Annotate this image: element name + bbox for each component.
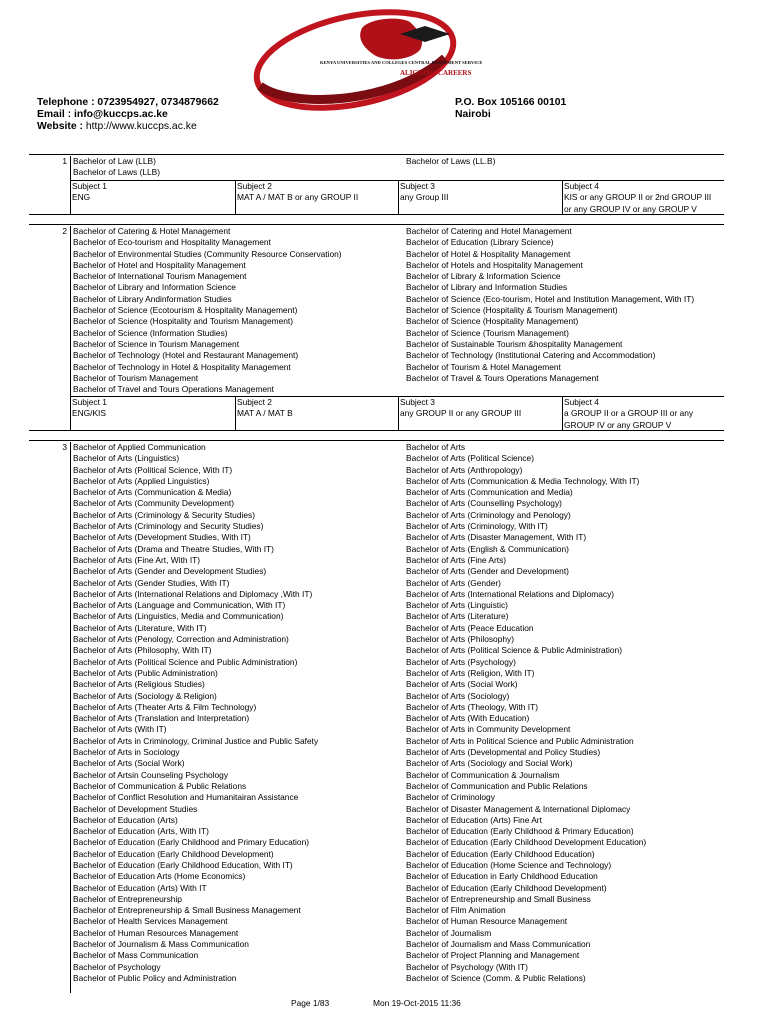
programme-name: Bachelor of Arts in Community Development (406, 724, 571, 735)
programme-name: Bachelor of Health Services Management (73, 916, 228, 927)
programme-name: Bachelor of Education (Library Science) (406, 237, 554, 248)
programme-name: Bachelor of Laws (LLB) (73, 167, 161, 178)
kuccps-logo (250, 8, 483, 108)
programme-name: Bachelor of Education (Early Childhood and Primary Education) (73, 837, 310, 848)
group-content (70, 226, 724, 430)
subject-requirement: a GROUP II or a GROUP III or any (564, 408, 694, 419)
programme-name: Bachelor of Journalism & Mass Communication (73, 939, 249, 950)
subject-label: Subject 3 (400, 397, 435, 407)
programme-name: Bachelor of Arts (Religious Studies) (73, 679, 205, 690)
programme-name: Bachelor of Communication and Public Relations (406, 780, 588, 791)
subject-cell (235, 181, 398, 215)
page-number: Page 1/83 (291, 998, 330, 1008)
programme-name: Bachelor of Arts (Social Work) (406, 679, 518, 690)
programme-name: Bachelor of Education (Arts) With IT (73, 882, 207, 893)
programmes-right-column (406, 226, 694, 384)
programme-name: Bachelor of Science (Eco-tourism, Hotel and Institution Management, With IT) (406, 293, 695, 304)
programme-name: Bachelor of Library Andinformation Studies (73, 293, 232, 304)
programme-name: Bachelor of Arts (Philosophy) (406, 634, 514, 645)
subject-requirement: KIS or any GROUP II or 2nd GROUP III (564, 192, 712, 203)
website-label: Website : (37, 121, 83, 132)
email-text: Email : info@kuccps.ac.ke (37, 109, 168, 120)
programme-name: Bachelor of Travel & Tours Operations Management (406, 372, 599, 383)
programme-name: Bachelor of Education (Early Childhood Development Education) (406, 837, 647, 848)
programme-name: Bachelor of Science (Ecotourism & Hospitality Management) (73, 305, 298, 316)
programme-name: Bachelor of Hotels and Hospitality Management (406, 259, 583, 270)
programme-group-2 (29, 224, 724, 431)
programme-name: Bachelor of Arts in Political Science and Public Administration (406, 735, 634, 746)
programme-name: Bachelor of Arts (Psychology) (406, 656, 516, 667)
programme-name: Bachelor of Arts (Linguistics) (73, 453, 180, 464)
programme-name: Bachelor of Arts (Philosophy, With IT) (73, 645, 212, 656)
group-number: 3 (62, 442, 67, 452)
programme-name: Bachelor of Arts (Translation and Interpretation) (73, 713, 250, 724)
programme-name: Bachelor of Arts (Political Science & Public Administration) (406, 645, 622, 656)
programme-name: Bachelor of Arts (Gender and Development Studies) (73, 566, 267, 577)
programme-name: Bachelor of Science (Hospitality and Tourism Management) (73, 316, 294, 327)
logo-org-name: KENYA UNIVERSITIES AND COLLEGES CENTRAL PLACEMENT SERVICE (320, 60, 483, 65)
subject-cell (562, 397, 724, 431)
programme-name: Bachelor of Education in Early Childhood Education (406, 871, 598, 882)
programme-name: Bachelor of Journalism (406, 927, 492, 938)
subject-requirement: any Group III (400, 192, 449, 203)
programme-name: Bachelor of Education Arts (Home Economics) (73, 871, 246, 882)
subject-requirement: MAT A / MAT B (237, 408, 293, 419)
programme-name: Bachelor of Science (Comm. & Public Relations) (406, 972, 586, 983)
programme-name: Bachelor of Library and Information Studies (406, 282, 568, 293)
subject-label: Subject 2 (237, 397, 272, 407)
programme-name: Bachelor of Science (Information Studies) (73, 327, 228, 338)
programmes-left-column (73, 156, 160, 179)
po-box-text: P.O. Box 105166 00101 (455, 97, 567, 108)
programme-name: Bachelor of Arts (Gender) (406, 577, 501, 588)
programme-name: Bachelor of Technology (Institutional Catering and Accommodation) (406, 350, 656, 361)
programme-name: Bachelor of Mass Communication (73, 950, 199, 961)
programme-name: Bachelor of Library and Information Science (73, 282, 236, 293)
programme-name: Bachelor of Environmental Studies (Community Resource Conservation) (73, 248, 342, 259)
website-link[interactable]: http://www.kuccps.ac.ke (85, 121, 197, 132)
subject-requirement: any GROUP II or any GROUP III (400, 408, 522, 419)
programme-name: Bachelor of Tourism & Hotel Management (406, 361, 561, 372)
programme-name: Bachelor of Education (Early Childhood Education, With IT) (73, 859, 293, 870)
programme-name: Bachelor of Science (Hospitality & Tourism Management) (406, 305, 618, 316)
programme-name: Bachelor of Applied Communication (73, 442, 206, 452)
programme-name: Bachelor of Conflict Resolution and Humanitairan Assistance (73, 792, 299, 803)
programme-name: Bachelor of Education (Arts) Fine Art (406, 814, 542, 825)
group-content (70, 442, 724, 993)
programme-name: Bachelor of Arts (With IT) (73, 724, 167, 735)
programme-name: Bachelor of Artsin Counseling Psychology (73, 769, 229, 780)
programme-name: Bachelor of Travel and Tours Operations Management (73, 384, 274, 395)
subject-cell (71, 397, 235, 431)
programme-name: Bachelor of Arts (Social Work) (73, 758, 185, 769)
programme-name: Bachelor of Psychology (With IT) (406, 961, 528, 972)
kenya-map-icon (360, 19, 422, 60)
programme-name: Bachelor of Hotel & Hospitality Management (406, 248, 571, 259)
programme-name: Bachelor of Arts (Theater Arts & Film Technology) (73, 701, 257, 712)
programme-name: Bachelor of Arts (406, 442, 466, 452)
programme-name: Bachelor of Entrepreneurship and Small Business (406, 893, 591, 904)
city-text: Nairobi (455, 109, 491, 120)
subject-label: Subject 4 (564, 181, 599, 191)
programme-name: Bachelor of Arts (Criminology and Penology) (406, 509, 571, 520)
logo-tagline: ALIGNING CAREERS (400, 69, 472, 77)
programme-name: Bachelor of Laws (LL.B) (406, 156, 496, 166)
programme-name: Bachelor of Arts (Political Science) (406, 453, 535, 464)
programme-name: Bachelor of Arts (Communication and Media) (406, 487, 573, 498)
programme-name: Bachelor of Arts (Gender and Development) (406, 566, 569, 577)
programme-name: Bachelor of Arts (Anthropology) (406, 464, 523, 475)
programme-name: Bachelor of Arts (Political Science, With IT) (73, 464, 233, 475)
programme-name: Bachelor of Arts (Literature) (406, 611, 509, 622)
programme-name: Bachelor of Arts (Fine Art, With IT) (73, 554, 201, 565)
subject-label: Subject 4 (564, 397, 599, 407)
programme-name: Bachelor of Arts (International Relations and Diplomacy) (406, 588, 615, 599)
programme-name: Bachelor of Communication & Public Relations (73, 780, 247, 791)
programmes-right-column (406, 442, 646, 984)
programme-name: Bachelor of Disaster Management & International Diplomacy (406, 803, 631, 814)
subject-label: Subject 3 (400, 181, 435, 191)
programme-name: Bachelor of Education (Arts) (73, 814, 178, 825)
programme-group-1 (29, 154, 724, 215)
programme-name: Bachelor of Education (Early Childhood Education) (406, 848, 595, 859)
programme-name: Bachelor of Hotel and Hospitality Management (73, 259, 246, 270)
programme-name: Bachelor of Education (Early Childhood Development) (73, 848, 274, 859)
programme-name: Bachelor of Project Planning and Management (406, 950, 580, 961)
programme-name: Bachelor of Science (Hospitality Management) (406, 316, 579, 327)
subject-label: Subject 1 (72, 181, 107, 191)
programme-name: Bachelor of Human Resource Management (406, 916, 568, 927)
programme-name: Bachelor of Entrepreneurship (73, 893, 182, 904)
programme-name: Bachelor of Arts (Applied Linguistics) (73, 475, 210, 486)
programme-name: Bachelor of Arts (Language and Communication, With IT) (73, 600, 286, 611)
print-date: Mon 19-Oct-2015 11:36 (373, 998, 461, 1008)
programme-name: Bachelor of Arts (Fine Arts) (406, 554, 507, 565)
telephone-text: Telephone : 0723954927, 0734879662 (37, 97, 219, 108)
programme-name: Bachelor of Arts (Sociology and Social Work) (406, 758, 573, 769)
programme-name: Bachelor of Arts (Gender Studies, With IT) (73, 577, 230, 588)
programme-name: Bachelor of International Tourism Management (73, 271, 247, 282)
programme-name: Bachelor of Education (Early Childhood & Primary Education) (406, 826, 634, 837)
group-number: 2 (62, 226, 67, 236)
subject-label: Subject 1 (72, 397, 107, 407)
programme-name: Bachelor of Science (Tourism Management) (406, 327, 569, 338)
programme-name: Bachelor of Technology (Hotel and Restaurant Management) (73, 350, 299, 361)
programme-name: Bachelor of Arts (Literature, With IT) (73, 622, 207, 633)
programme-name: Bachelor of Arts (Communication & Media Technology, With IT) (406, 475, 640, 486)
programme-name: Bachelor of Communication & Journalism (406, 769, 560, 780)
programme-name: Bachelor of Arts (Penology, Correction and Administration) (73, 634, 289, 645)
programme-name: Bachelor of Arts (English & Communication) (406, 543, 569, 554)
programme-name: Bachelor of Development Studies (73, 803, 198, 814)
subject-label: Subject 2 (237, 181, 272, 191)
programme-name: Bachelor of Arts (Public Administration) (73, 667, 218, 678)
programme-name: Bachelor of Arts (Criminology & Security Studies) (73, 509, 255, 520)
programme-group-3 (29, 440, 724, 993)
subject-requirement: MAT A / MAT B or any GROUP II (237, 192, 359, 203)
programme-name: Bachelor of Psychology (73, 961, 161, 972)
programme-name: Bachelor of Technology in Hotel & Hospitality Management (73, 361, 291, 372)
programme-name: Bachelor of Journalism and Mass Communication (406, 939, 591, 950)
programme-name: Bachelor of Criminology (406, 792, 495, 803)
programme-name: Bachelor of Arts (International Relations and Diplomacy ,With IT) (73, 588, 313, 599)
programme-name: Bachelor of Human Resources Management (73, 927, 239, 938)
programme-name: Bachelor of Arts (Peace Education (406, 622, 534, 633)
programme-name: Bachelor of Arts (Development Studies, With IT) (73, 532, 251, 543)
subject-requirement: GROUP IV or any GROUP V (564, 419, 672, 430)
programme-name: Bachelor of Arts in Sociology (73, 747, 180, 758)
programme-name: Bachelor of Arts (Political Science and Public Administration) (73, 656, 298, 667)
programme-name: Bachelor of Arts (Sociology & Religion) (73, 690, 217, 701)
subject-requirement: or any GROUP IV or any GROUP V (564, 203, 697, 214)
subject-requirement: ENG/KIS (72, 408, 106, 419)
programmes-left-column (73, 442, 318, 984)
subject-requirements (71, 396, 724, 431)
programmes-right-column (406, 156, 495, 167)
programme-name: Bachelor of Education (Arts, With IT) (73, 826, 209, 837)
subject-requirements (71, 180, 724, 215)
postal-address (455, 97, 566, 121)
programme-name: Bachelor of Arts (Linguistic) (406, 600, 508, 611)
website-line (37, 121, 219, 133)
subject-cell (398, 181, 562, 215)
programme-name: Bachelor of Arts in Criminology, Criminal Justice and Public Safety (73, 735, 319, 746)
programme-name: Bachelor of Catering & Hotel Management (73, 226, 231, 236)
programme-name: Bachelor of Entrepreneurship & Small Business Management (73, 905, 301, 916)
programme-name: Bachelor of Tourism Management (73, 372, 199, 383)
programme-name: Bachelor of Catering and Hotel Management (406, 226, 572, 236)
group-number: 1 (62, 156, 67, 166)
programme-name: Bachelor of Arts (Community Development) (73, 498, 235, 509)
programme-name: Bachelor of Arts (Counselling Psychology) (406, 498, 562, 509)
programme-name: Bachelor of Eco-tourism and Hospitality Management (73, 237, 271, 248)
group-content (70, 156, 724, 214)
subject-cell (71, 181, 235, 215)
programme-name: Bachelor of Film Animation (406, 905, 506, 916)
programme-name: Bachelor of Law (LLB) (73, 156, 156, 166)
programme-name: Bachelor of Arts (Religion, With IT) (406, 667, 535, 678)
programme-name: Bachelor of Arts (Criminology and Security Studies) (73, 521, 264, 532)
programme-name: Bachelor of Arts (Criminology, With IT) (406, 521, 548, 532)
subject-requirement: ENG (72, 192, 91, 203)
contact-details (37, 97, 219, 133)
programme-name: Bachelor of Education (Early Childhood Development) (406, 882, 607, 893)
subject-cell (398, 397, 562, 431)
programme-name: Bachelor of Library & Information Science (406, 271, 561, 282)
programme-name: Bachelor of Education (Home Science and Technology) (406, 859, 612, 870)
programme-name: Bachelor of Arts (Developmental and Policy Studies) (406, 747, 601, 758)
programme-name: Bachelor of Arts (Disaster Management, With IT) (406, 532, 587, 543)
programme-name: Bachelor of Arts (Linguistics, Media and Communication) (73, 611, 284, 622)
programmes-left-column (73, 226, 342, 395)
programme-name: Bachelor of Public Policy and Administration (73, 972, 237, 983)
programme-name: Bachelor of Arts (Theology, With IT) (406, 701, 539, 712)
programme-name: Bachelor of Arts (Drama and Theatre Studies, With IT) (73, 543, 274, 554)
subject-cell (562, 181, 724, 215)
programme-name: Bachelor of Science in Tourism Management (73, 338, 240, 349)
programme-name: Bachelor of Sustainable Tourism &hospitality Management (406, 338, 623, 349)
programme-name: Bachelor of Arts (Sociology) (406, 690, 510, 701)
subject-cell (235, 397, 398, 431)
programme-name: Bachelor of Arts (Communication & Media) (73, 487, 232, 498)
programme-name: Bachelor of Arts (With Education) (406, 713, 530, 724)
